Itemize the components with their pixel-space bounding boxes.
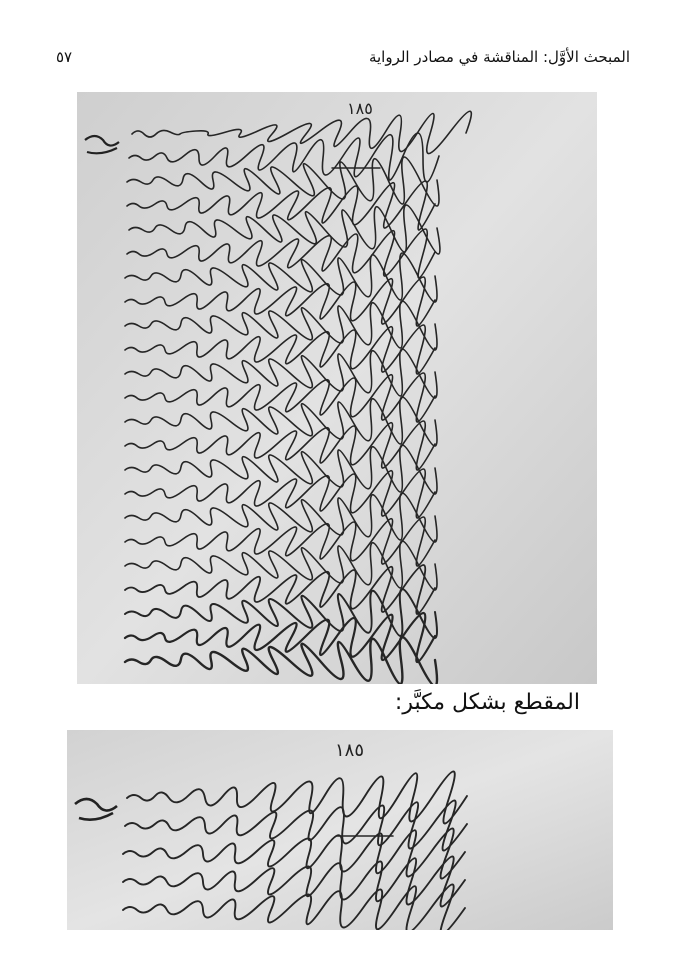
- chapter-title: المبحث الأوَّل: المناقشة في مصادر الرواية: [368, 48, 630, 66]
- enlarged-caption: المقطع بشكل مكبَّر:: [394, 690, 580, 715]
- manuscript-scan: [77, 92, 597, 684]
- page-header: [56, 44, 630, 70]
- folio-number-enlarged: ١٨٥: [335, 740, 365, 761]
- manuscript-image: [77, 92, 597, 684]
- manuscript-scan-enlarged: [67, 730, 613, 930]
- folio-number: ١٨٥: [347, 99, 373, 118]
- page-number: ٥٧: [56, 48, 73, 66]
- manuscript-image-enlarged: [67, 730, 613, 930]
